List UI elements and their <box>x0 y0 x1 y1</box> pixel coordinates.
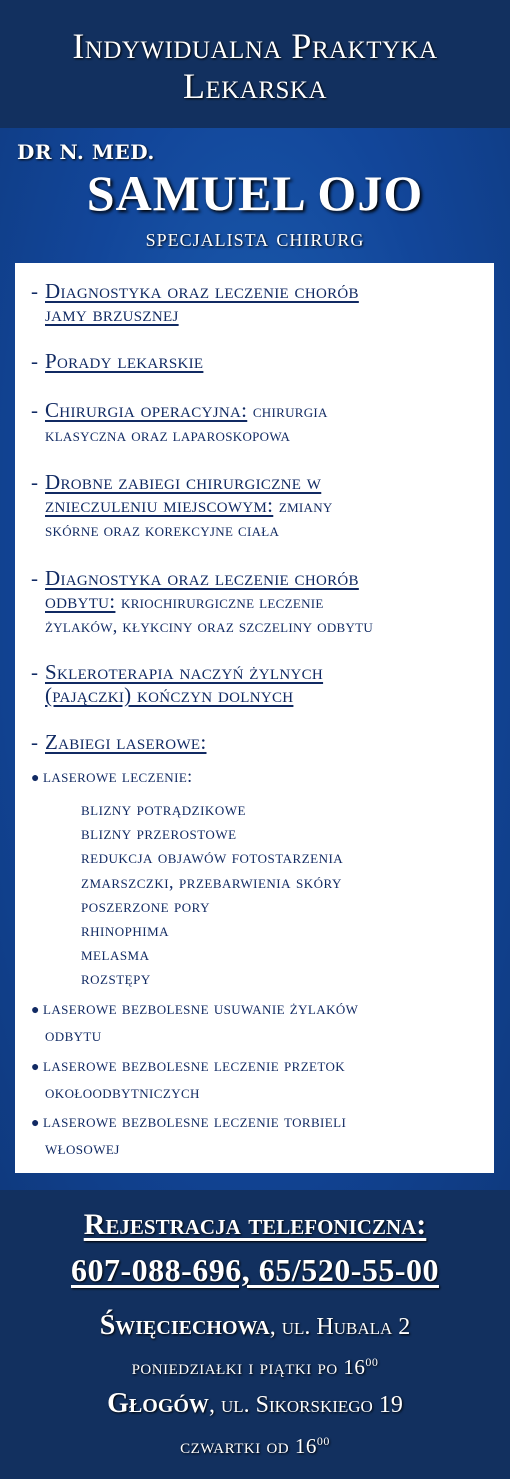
list-item: redukcja objawów fotostarzenia <box>81 847 344 868</box>
service-item: - Zabiegi laserowe: <box>31 730 207 754</box>
list-item: poszerzone pory <box>81 895 211 916</box>
location-1 <box>0 1310 510 1342</box>
list-item: zmarszczki, przebarwienia skóry <box>81 871 342 892</box>
service-item: - Skleroterapia naczyń żylnych (pajączki) kończyn dolnych <box>31 660 324 707</box>
location-2 <box>0 1388 510 1420</box>
doctor-section <box>0 128 510 1190</box>
service-item: - Diagnostyka oraz leczenie chorób odbytu: kriochirurgiczne leczenie żylaków, kłykciny oraz szczeliny odbytu <box>31 566 374 636</box>
phone-numbers[interactable]: 607-088-696, 65/520-55-00 <box>70 1252 439 1288</box>
service-item: - Diagnostyka oraz leczenie chorób jamy brzusznej <box>31 279 359 326</box>
service-item: - Porady lekarskie <box>31 349 204 373</box>
practice-header <box>0 0 510 128</box>
contact-footer <box>0 1190 510 1479</box>
services-panel <box>15 263 494 1173</box>
registration-heading: Rejestracja telefoniczna: <box>83 1208 427 1241</box>
laser-bullet: ● laserowe bezbolesne usuwanie żylaków odbytu <box>31 998 359 1045</box>
list-item: rhinophima <box>81 920 170 941</box>
doctor-specialty: specjalista chirurg <box>145 225 365 252</box>
practice-title-line2: Lekarska <box>182 66 328 106</box>
location-1-city: Święciechowa <box>99 1310 270 1341</box>
practice-title-line1: Indywidualna Praktyka <box>72 26 438 66</box>
location-2-city: Głogów <box>107 1388 209 1419</box>
service-item: - Chirurgia operacyjna: chirurgia klasyczna oraz laparoskopowa <box>31 398 328 445</box>
doctor-name: SAMUEL OJO <box>86 165 424 221</box>
location-2-hours: czwartki od $16^{00}$ <box>180 1434 330 1458</box>
laser-treatment-list <box>81 797 343 991</box>
service-item: - Drobne zabiegi chirurgiczne w znieczuleniu miejscowym: zmiany skórne oraz korekcyjne ciała <box>31 470 333 540</box>
location-1-hours: poniedziałki i piątki po $16^{00}$ <box>131 1355 379 1379</box>
laser-bullet: ● laserowe bezbolesne leczenie przetok okołoodbytniczych <box>31 1055 346 1102</box>
laser-bullet: ● laserowe bezbolesne leczenie torbieli włosowej <box>31 1111 347 1158</box>
list-item: melasma <box>81 944 150 965</box>
laser-bullet: ● laserowe leczenie: <box>31 766 193 786</box>
list-item: rozstępy <box>81 968 151 989</box>
location-1-address: , ul. Hubala 2 <box>269 1314 411 1340</box>
location-2-address: , ul. Sikorskiego 19 <box>208 1392 403 1418</box>
doctor-title: DR N. MED. <box>17 140 155 164</box>
list-item: blizny przerostowe <box>81 823 237 844</box>
list-item: blizny potrądzikowe <box>81 799 246 819</box>
